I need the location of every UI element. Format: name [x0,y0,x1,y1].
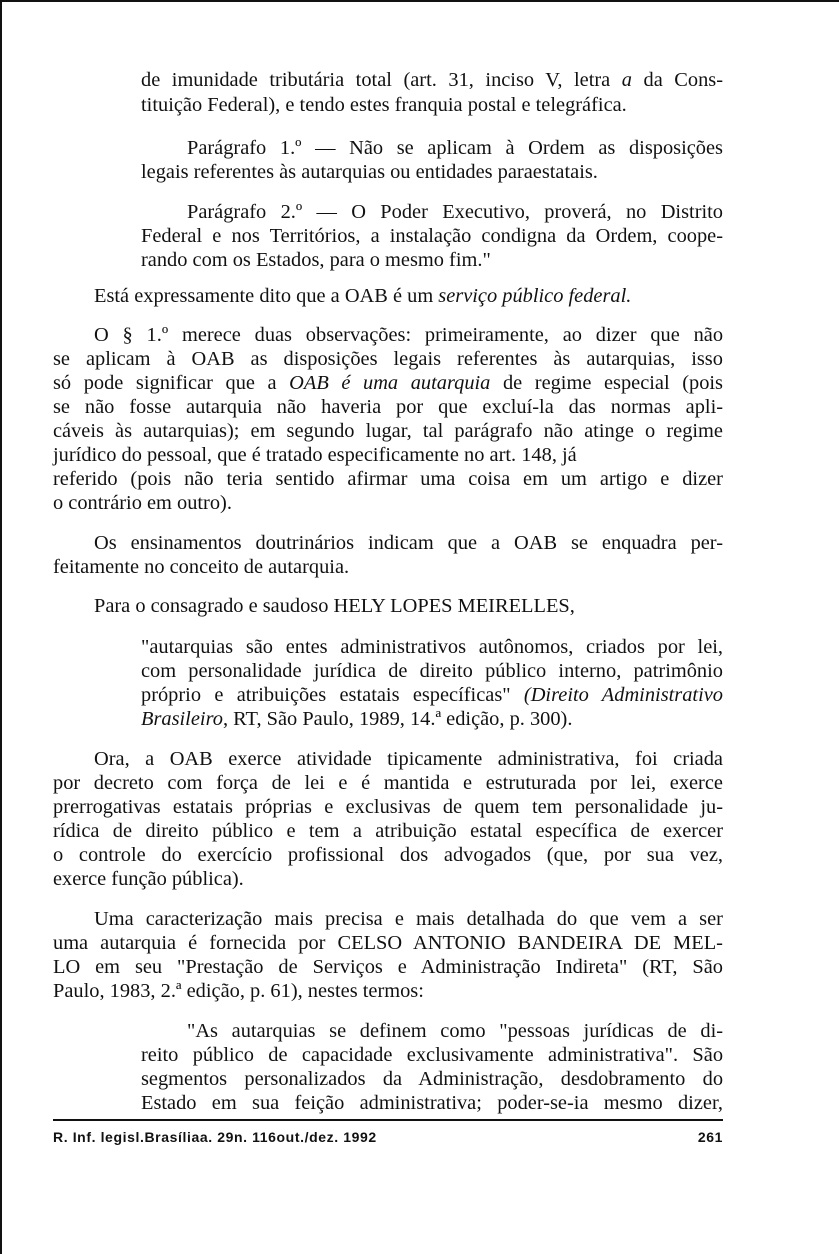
page-number: 261 [697,1129,723,1145]
text-line [94,531,723,555]
quote-line [141,683,723,707]
text-segment: O § 1.º merece duas observações: primeiramente, ao dizer que não [94,324,724,346]
text-segment: com personalidade jurídica de direito público interno, patrimônio [141,660,723,682]
text-segment: rídica de direito público e tem a atribuição estatal específica de exercer [53,820,723,842]
text-line [94,747,723,771]
text-line [141,224,723,248]
quote-line [141,659,723,683]
text-segment: LO em seu "Prestação de Serviços e Administração Indireta" (RT, São [53,956,723,978]
text-line: feitamente no conceito de autarquia. [53,556,350,578]
text-line [53,819,723,843]
text-segment: referido (pois não teria sentido afirmar uma coisa em um artigo e dizer [53,468,723,490]
text-segment: próprio e atribuições estatais específicas" (Direito Administrativo [141,684,723,706]
text-segment: Ora, a OAB exerce atividade tipicamente administrativa, foi criada [94,748,723,770]
text-line: rando com os Estados, para o mesmo fim." [141,249,491,271]
text-line [94,907,723,931]
text-line [53,467,723,491]
text-segment: o controle do exercício profissional dos advogados (que, por sua vez, [53,844,723,866]
text-segment: Parágrafo 2.º — O Poder Executivo, proverá, no Distrito [187,201,724,223]
footer-number: n. 116 [234,1129,277,1145]
text-segment: cáveis às autarquias); em segundo lugar, tal parágrafo não atinge o regime [53,420,723,442]
text-line [94,284,631,308]
text-segment: , RT, São Paulo, 1989, 14.ª edição, p. 300). [222,708,573,730]
text-line [53,443,723,467]
footer-rule [53,1119,723,1121]
text-segment: Os ensinamentos doutrinários indicam que a OAB se enquadra per- [94,532,723,554]
text-line: exerce função pública). [53,868,244,890]
italic-text: Brasileiro [141,708,223,730]
text-line: legais referentes às autarquias ou entidades paraestatais. [141,161,598,183]
footer-period: out./dez. 1992 [276,1129,377,1145]
text-line [53,395,723,419]
text-line [187,136,723,160]
text-segment: se não fosse autarquia não haveria por que excluí-la das normas apli- [53,396,724,418]
text-segment: prerrogativas estatais próprias e exclusivas de quem tem personalidade ju- [53,796,723,818]
text-segment: "autarquias são entes administrativos autônomos, criados por lei, [141,636,724,658]
quote-line [141,1091,723,1115]
text-line [53,347,723,371]
text-segment: Estado em sua feição administrativa; poder-se-ia mesmo dizer, [141,1092,724,1114]
text-segment: Parágrafo 1.º — Não se aplicam à Ordem as disposições [187,137,723,159]
text-line: o contrário em outro). [53,492,232,514]
text-segment: uma autarquia é fornecida por CELSO ANTONIO BANDEIRA DE MEL- [53,932,723,954]
text-line [94,323,723,347]
text-segment: se aplicam à OAB as disposições legais referentes às autarquias, isso [53,348,723,370]
text-segment: Federal e nos Territórios, a instalação condigna da Ordem, coope- [141,225,724,247]
quote-line [141,1067,723,1091]
text-segment: de imunidade tributária total (art. 31, inciso V, letra a da Cons- [141,69,724,91]
text-segment: só pode significar que a OAB é uma autarquia de regime especial (pois [53,372,723,394]
text-segment: por decreto com força de lei e é mantida e estruturada por lei, exerce [53,772,723,794]
text-segment: reito público de capacidade exclusivamente administrativa". São [141,1044,724,1066]
footer-year: a. 29 [199,1129,234,1145]
text-line: tituição Federal), e tendo estes franquia postal e telegráfica. [141,94,627,116]
text-line [53,955,723,979]
text-line [53,371,723,395]
text-line [53,931,723,955]
italic-text: serviço público federal. [438,285,632,307]
text-line [53,843,723,867]
footer-spacer [377,1129,698,1145]
quote-line [141,635,723,659]
text-line: Paulo, 1983, 2.ª edição, p. 61), nestes termos: [53,980,424,1002]
quote-line [141,1043,723,1067]
text-line: Para o consagrado e saudoso HELY LOPES MEIRELLES, [94,595,575,617]
text-line [187,200,723,224]
text-segment: "As autarquias se definem como "pessoas jurídicas de di- [187,1020,724,1042]
footer-journal: R. Inf. legisl. [53,1129,145,1145]
page-footer [53,1129,723,1145]
quote-line [141,707,572,731]
text-segment: Está expressamente dito que a OAB é um [94,285,439,307]
quote-line [187,1019,723,1043]
text-line [53,771,723,795]
text-segment: Uma caracterização mais precisa e mais detalhada do que vem a ser [94,908,723,930]
text-segment: segmentos personalizados da Administração, desdobramento do [141,1068,724,1090]
text-line [141,68,723,92]
footer-city: Brasília [144,1129,200,1145]
text-line [53,419,723,443]
text-line [53,795,723,819]
text-segment: jurídico do pessoal, que é tratado especificamente no art. 148, já [53,444,577,466]
